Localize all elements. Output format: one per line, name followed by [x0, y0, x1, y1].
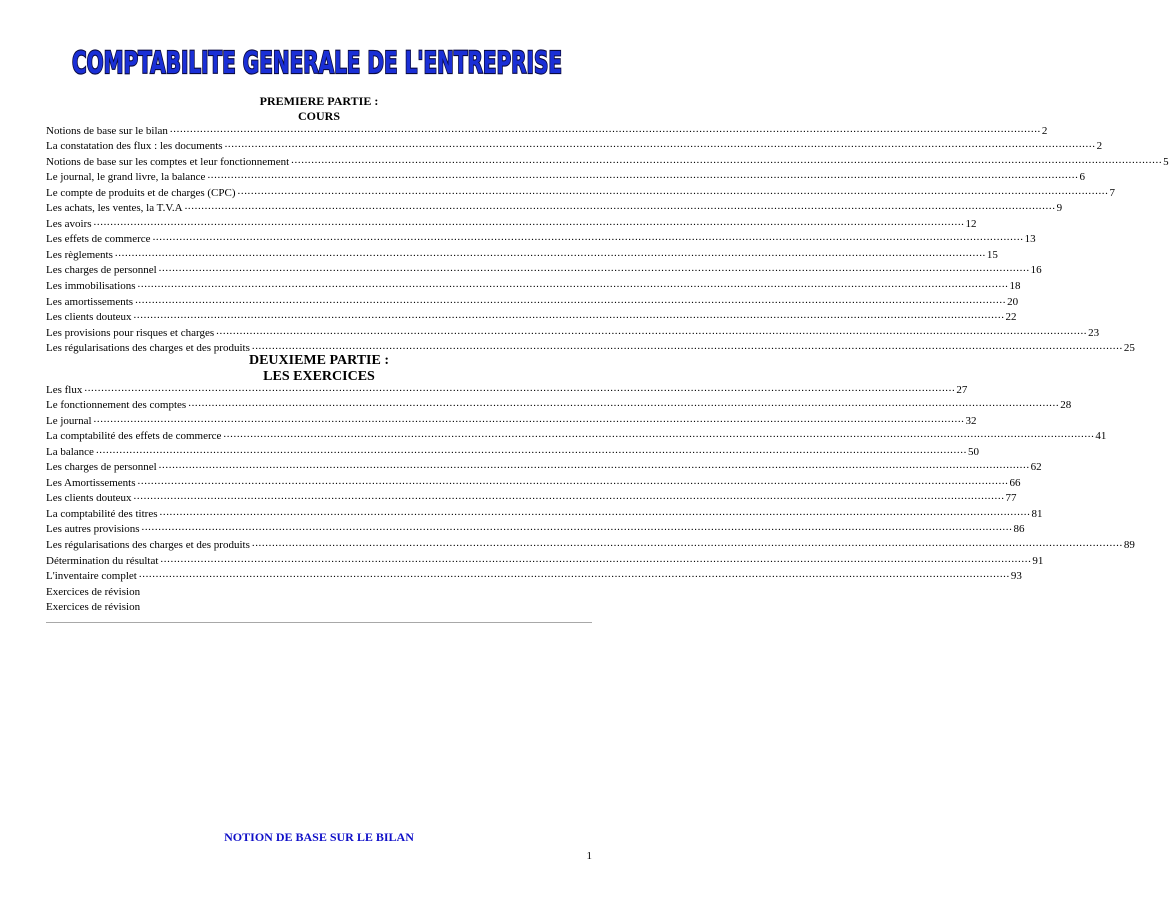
- toc-entry: [46, 215, 977, 231]
- toc-leader-dots: ....................................................................................................................................................................................................................................................................: [291, 153, 1163, 166]
- toc-leader-dots: ....................................................................................................................................................................................................................................................................: [159, 505, 1031, 518]
- toc-leader-dots: ....................................................................................................................................................................................................................................................................: [141, 521, 1013, 534]
- toc-entry-label: Les Amortissements: [46, 476, 136, 489]
- toc-entry: [46, 293, 1019, 309]
- toc-leader-dots: ....................................................................................................................................................................................................................................................................: [251, 340, 1123, 353]
- toc-entry: [46, 443, 979, 459]
- toc-entry: [46, 122, 1048, 138]
- toc-entry-label: Les amortissements: [46, 295, 134, 308]
- toc-entry-label: Les provisions pour risques et charges: [46, 326, 215, 339]
- toc-entry-label: Les avoirs: [46, 217, 92, 230]
- part2-heading-line2: LES EXERCICES: [263, 369, 375, 384]
- toc-leader-dots: ....................................................................................................................................................................................................................................................................: [237, 184, 1109, 197]
- part1-toc-list: [46, 122, 1169, 355]
- toc-leader-dots: ....................................................................................................................................................................................................................................................................: [93, 215, 965, 228]
- toc-entry-label: Les immobilisations: [46, 280, 136, 293]
- part1-heading-line2: COURS: [297, 109, 340, 123]
- toc-entry-label: Le compte de produits et de charges (CPC): [46, 186, 236, 199]
- toc-leader-dots: ....................................................................................................................................................................................................................................................................: [133, 309, 1005, 322]
- toc-leader-dots: ....................................................................................................................................................................................................................................................................: [169, 122, 1041, 135]
- toc-entry-label: Les effets de commerce: [46, 233, 151, 246]
- toc-entry-label: Les achats, les ventes, la T.V.A: [46, 202, 183, 215]
- toc-entry-page: 5: [1163, 155, 1169, 168]
- toc-entry-label: Le fonctionnement des comptes: [46, 399, 187, 412]
- toc-entry-label: Les clients douteux: [46, 311, 132, 324]
- part2-heading-line1: DEUXIEME PARTIE :: [248, 353, 390, 368]
- toc-leader-dots: ....................................................................................................................................................................................................................................................................: [223, 428, 1095, 441]
- toc-leader-dots: ....................................................................................................................................................................................................................................................................: [114, 246, 986, 259]
- toc-entry: [46, 324, 1100, 340]
- toc-entry-label: Détermination du résultat: [46, 554, 159, 567]
- toc-entry-page: 89: [1123, 539, 1135, 552]
- toc-leader-dots: ....................................................................................................................................................................................................................................................................: [152, 231, 1024, 244]
- section-title: NOTION DE BASE SUR LE BILAN: [224, 830, 414, 844]
- toc-leader-dots: ....................................................................................................................................................................................................................................................................: [160, 552, 1032, 565]
- toc-entry-page: 93: [1010, 570, 1022, 583]
- toc-entry-page: 25: [1123, 342, 1135, 355]
- toc-entry: [46, 262, 1042, 278]
- toc-entry-label: Les régularisations des charges et des produits: [46, 539, 250, 552]
- toc-entry: [46, 568, 1022, 584]
- toc-entry-page: 16: [1030, 264, 1042, 277]
- toc-entry-label: Les flux: [46, 383, 83, 396]
- toc-leader-dots: ....................................................................................................................................................................................................................................................................: [207, 169, 1079, 182]
- toc-entry: [46, 309, 1017, 325]
- toc-leader-dots: ....................................................................................................................................................................................................................................................................: [137, 278, 1009, 291]
- toc-entry-page: 7: [1109, 186, 1115, 199]
- toc-leader-dots: ....................................................................................................................................................................................................................................................................: [93, 412, 965, 425]
- toc-entry: [46, 459, 1042, 475]
- toc-leader-dots: ....................................................................................................................................................................................................................................................................: [133, 490, 1005, 503]
- toc-entry-page: 6: [1079, 171, 1085, 184]
- toc-leader-dots: ....................................................................................................................................................................................................................................................................: [184, 200, 1056, 213]
- toc-entry-label: Les charges de personnel: [46, 264, 157, 277]
- toc-entry-page: 18: [1009, 280, 1021, 293]
- toc-entry-page: 28: [1060, 399, 1072, 412]
- toc-entry-label: Les clients douteux: [46, 492, 132, 505]
- toc-entry-page: 22: [1005, 311, 1017, 324]
- toc-entry-label: Le journal: [46, 414, 92, 427]
- toc-entry-page: 91: [1032, 554, 1044, 567]
- toc-entry-label: La comptabilité des effets de commerce: [46, 430, 222, 443]
- toc-entry-page: 27: [956, 383, 968, 396]
- toc-entry-page: 50: [967, 445, 979, 458]
- toc-entry-label: Les règlements: [46, 248, 113, 261]
- toc-leader-dots: ....................................................................................................................................................................................................................................................................: [158, 459, 1030, 472]
- toc-entry-label: La comptabilité des titres: [46, 507, 158, 520]
- part1-heading-line1: PREMIERE PARTIE :: [259, 94, 379, 108]
- toc-entry: [46, 490, 1017, 506]
- toc-entry-label: L'inventaire complet: [46, 570, 137, 583]
- toc-leader-dots: ....................................................................................................................................................................................................................................................................: [224, 138, 1096, 151]
- toc-leader-dots: ....................................................................................................................................................................................................................................................................: [95, 443, 967, 456]
- toc-entry-page: 77: [1005, 492, 1017, 505]
- toc-entry-label: Les autres provisions: [46, 523, 140, 536]
- toc-entry: [46, 428, 1107, 444]
- toc-entry-page: 62: [1030, 461, 1042, 474]
- toc-entry: [46, 277, 1021, 293]
- toc-leader-dots: ....................................................................................................................................................................................................................................................................: [84, 381, 956, 394]
- toc-entry-page: 81: [1031, 507, 1043, 520]
- toc-entry: [46, 381, 968, 397]
- separator-line: [46, 622, 592, 623]
- toc-entry-label: Les régularisations des charges et des produits: [46, 342, 250, 355]
- toc-entry-label: Les charges de personnel: [46, 461, 157, 474]
- document-title-banner: [0, 40, 638, 82]
- toc-entry-page: 9: [1056, 202, 1063, 215]
- toc-entry: [46, 153, 1169, 169]
- toc-entry-page: 12: [965, 217, 977, 230]
- toc-leader-dots: ....................................................................................................................................................................................................................................................................: [188, 397, 1060, 410]
- toc-entry-label: Le journal, le grand livre, la balance: [46, 171, 206, 184]
- toc-entry-label: Notions de base sur les comptes et leur fonctionnement: [46, 155, 290, 168]
- toc-entry-page: 41: [1095, 430, 1107, 443]
- toc-entry-label: Notions de base sur le bilan: [46, 124, 168, 137]
- toc-entry-page: 32: [965, 414, 977, 427]
- toc-entry: [46, 200, 1063, 216]
- toc-entry-page: 23: [1088, 326, 1100, 339]
- toc-leader-dots: ....................................................................................................................................................................................................................................................................: [135, 293, 1007, 306]
- toc-entry: [46, 505, 1043, 521]
- toc-entry: [46, 138, 1103, 154]
- toc-leader-dots: ....................................................................................................................................................................................................................................................................: [158, 262, 1030, 275]
- toc-entry: [46, 552, 1044, 568]
- toc-extra-line: Exercices de révision: [46, 601, 141, 614]
- toc-entry-page: 2: [1096, 140, 1103, 153]
- toc-leader-dots: ....................................................................................................................................................................................................................................................................: [251, 537, 1123, 550]
- toc-entry-page: 2: [1041, 124, 1048, 137]
- toc-leader-dots: ....................................................................................................................................................................................................................................................................: [137, 474, 1009, 487]
- toc-extra-line: Exercices de révision: [46, 585, 141, 598]
- toc-entry-page: 13: [1024, 233, 1036, 246]
- toc-leader-dots: ....................................................................................................................................................................................................................................................................: [138, 568, 1010, 581]
- toc-entry-page: 20: [1007, 295, 1019, 308]
- toc-entry-label: La constatation des flux : les documents: [46, 140, 223, 153]
- toc-entry: [46, 397, 1072, 413]
- toc-entry: [46, 412, 977, 428]
- toc-entry: [46, 536, 1135, 552]
- toc-entry-page: 66: [1009, 476, 1021, 489]
- toc-entry: [46, 184, 1115, 200]
- toc-entry: [46, 169, 1085, 185]
- toc-entry: [46, 231, 1036, 247]
- toc-entry-page: 86: [1013, 523, 1025, 536]
- part2-toc-list: [46, 381, 1135, 614]
- toc-leader-dots: ....................................................................................................................................................................................................................................................................: [216, 324, 1088, 337]
- document-title: COMPTABILITE GENERALE DE L'ENTREPRISE: [72, 46, 562, 81]
- toc-entry: [46, 246, 998, 262]
- toc-entry-page: 15: [986, 248, 998, 261]
- toc-entry: [46, 521, 1025, 537]
- page-number: 1: [586, 850, 592, 862]
- toc-entry: [46, 474, 1021, 490]
- toc-entry-label: La balance: [46, 445, 94, 458]
